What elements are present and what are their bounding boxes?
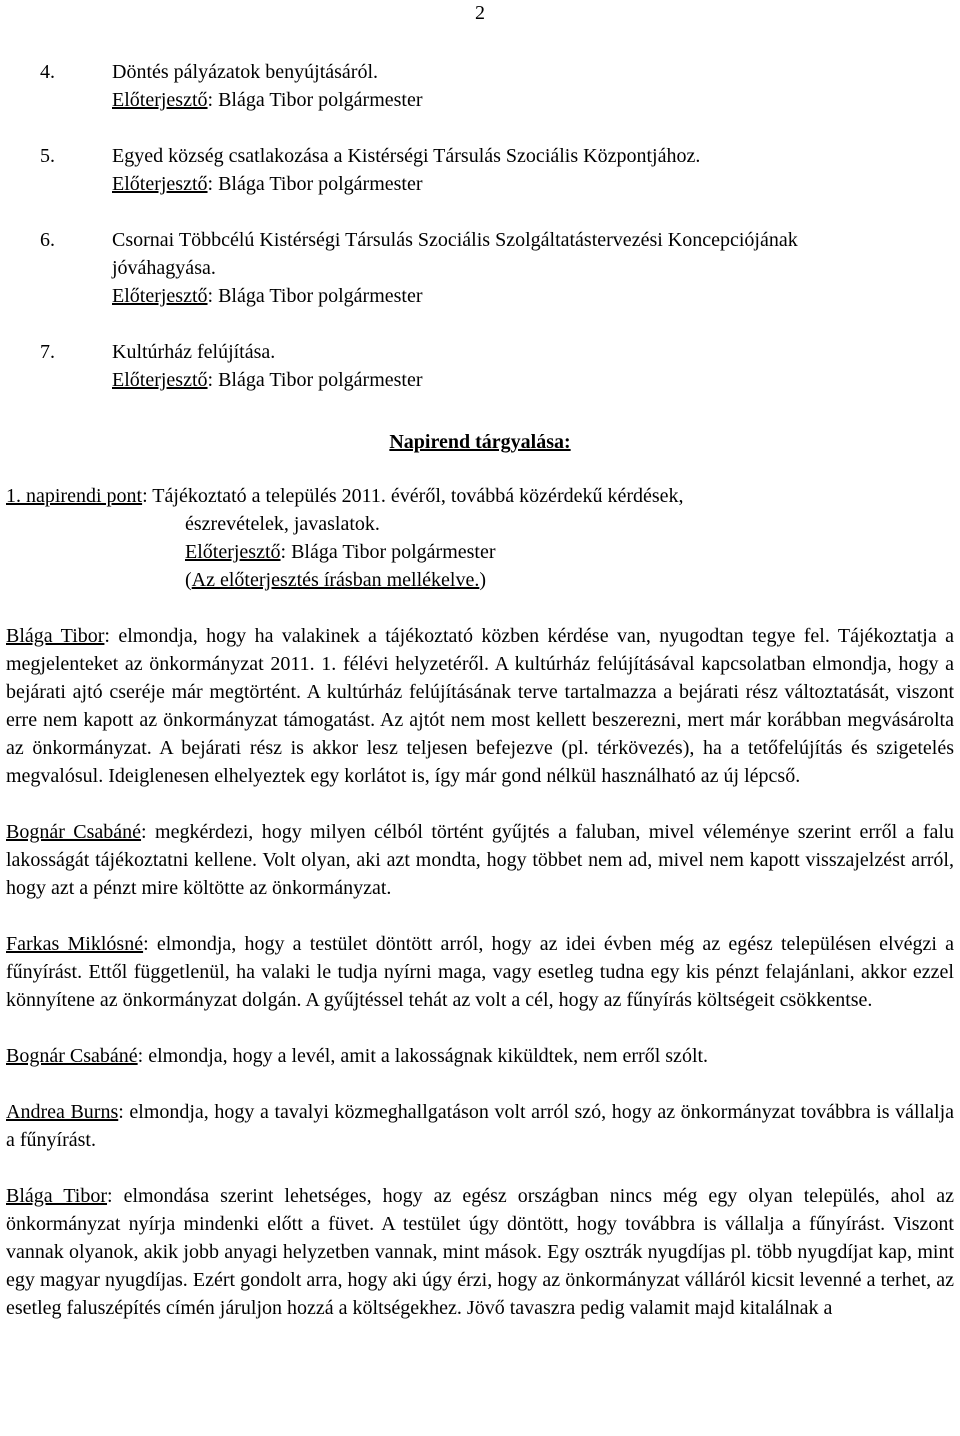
page-number: 2 — [475, 2, 485, 24]
agenda-item-title: Egyed község csatlakozása a Kistérségi Társulás Szociális Központjához. — [112, 145, 701, 167]
presenter-name: : Blága Tibor polgármester — [207, 173, 423, 195]
section-title: Napirend tárgyalása: — [389, 431, 571, 453]
presenter-name: : Blága Tibor polgármester — [207, 285, 423, 307]
agenda-item-presenter — [112, 170, 950, 198]
agenda-item-title: Döntés pályázatok benyújtásáról. — [112, 61, 379, 83]
speaker-text: : elmondja, hogy a levél, amit a lakosságnak kiküldtek, nem erről szólt. — [137, 1045, 709, 1067]
presenter-name: : Blága Tibor polgármester — [207, 89, 423, 111]
agenda-item-title: Csornai Többcélú Kistérségi Társulás Szociális Szolgáltatástervezési Koncepciójának — [112, 229, 798, 251]
speaker-text: : elmondja, hogy a testület döntött arról, hogy az idei évben még az egész településen elvégzi a fűnyírást. Ettől függetlenül, ha valaki le tudja nyírni maga, vagy esetleg tudna egy kis pénzt felajánlani, akkor ezzel könnyítene az önkormányzat dolgán. A gyűjtéssel tehát az volt a cél, hogy az fűnyírás költségeit csökkentse. — [6, 933, 954, 1011]
agenda-item-number: 4. — [40, 61, 55, 83]
speaker-name: Farkas Miklósné — [6, 933, 144, 955]
speaker-paragraph — [6, 622, 954, 790]
presenter-label: Előterjesztő — [112, 285, 208, 307]
speaker-text: : elmondása szerint lehetséges, hogy az egész országban nincs még egy olyan település, ahol az önkormányzat nyírja mindenki előtt a füvet. A testület úgy döntött, hogy továbbra is vállalja a fűnyírást. Viszont vannak olyanok, akik jobb anyagi helyzetben vannak, mint mások. Egy osztrák nyugdíjas pl. több nyugdíjat kap, mint egy magyar nyugdíjas. Ezért gondolt arra, hogy aki úgy érzi, hogy az önkormányzat válláról kicsit levenné a terhet, az esetleg faluszépítés címén járuljon hozzá a költségekhez. Jövő tavaszra pedig valamit majd kitalálnak a — [6, 1185, 954, 1319]
presenter-label: Előterjesztő — [185, 541, 281, 563]
speaker-name: Bognár Csabáné — [6, 821, 142, 843]
agenda-item — [40, 338, 950, 394]
point-text-cont: észrevételek, javaslatok. — [185, 513, 380, 535]
speaker-name: Andrea Burns — [6, 1101, 119, 1123]
speaker-text: : elmondja, hogy a tavalyi közmeghallgatáson volt arról szó, hogy az önkormányzat továbbra is vállalja a fűnyírást. — [6, 1101, 955, 1151]
point-label: 1. napirendi pont — [6, 485, 143, 507]
agenda-item-presenter — [112, 282, 950, 310]
speaker-paragraph — [6, 818, 954, 902]
agenda-list — [40, 58, 950, 422]
presenter-label: Előterjesztő — [112, 89, 208, 111]
agenda-item-presenter — [112, 86, 950, 114]
point-note — [6, 566, 946, 594]
agenda-item-title-cont: jóváhagyása. — [112, 257, 216, 279]
speaker-paragraph — [6, 1182, 954, 1322]
point-heading — [6, 482, 946, 510]
agenda-item-title: Kultúrház felújítása. — [112, 341, 276, 363]
speaker-paragraph — [6, 1098, 954, 1154]
point-text: : Tájékoztató a település 2011. évéről, továbbá közérdekű kérdések, — [142, 485, 684, 507]
point-presenter — [6, 538, 946, 566]
speaker-name: Blága Tibor — [6, 1185, 108, 1207]
agenda-point — [6, 482, 946, 594]
agenda-item-presenter — [112, 366, 950, 394]
presenter-name: : Blága Tibor polgármester — [280, 541, 496, 563]
agenda-item — [40, 142, 950, 198]
speaker-name: Blága Tibor — [6, 625, 105, 647]
presenter-label: Előterjesztő — [112, 173, 208, 195]
note-text: Az előterjesztés írásban mellékelve. — [191, 569, 480, 591]
note-paren-open: ( — [185, 569, 192, 591]
speaker-text: : elmondja, hogy ha valakinek a tájékoztató közben kérdése van, nyugodtan tegye fel. Tájékoztatja a megjelenteket az önkormányzat 2011. 1. félévi helyzetéről. A kultúrház felújításával kapcsolatban elmondja, hogy a bejárati ajtó cseréje már megtörtént. A kultúrház felújításának terve tartalmazza a bejárati rész változtatását, viszont erre nem kapott az önkormányzat támogatást. Az ajtót nem most kellett beszerezni, mert már korábban megvásárolta az önkormányzat. A bejárati rész is akkor lesz teljesen befejezve (pl. térkövezés), ha a tetőfelújítás és szigetelés megvalósul. Ideiglenesen elhelyeztek egy korlátot is, így már gond nélkül használható az új lépcső. — [6, 625, 954, 787]
presenter-name: : Blága Tibor polgármester — [207, 369, 423, 391]
speaker-text: : megkérdezi, hogy milyen célból történt gyűjtés a faluban, mivel véleménye szerint erről a falu lakosságát tájékoztatni kellene. Volt olyan, aki azt mondta, hogy többet nem ad, mivel nem kapott visszajelzést arról, hogy azt a pénzt mire költötte az önkormányzat. — [6, 821, 954, 899]
presenter-label: Előterjesztő — [112, 369, 208, 391]
note-paren-close: ) — [479, 569, 486, 591]
agenda-item — [40, 226, 950, 310]
agenda-item-number: 7. — [40, 341, 55, 363]
speaker-paragraph — [6, 930, 954, 1014]
agenda-item-number: 5. — [40, 145, 55, 167]
minutes-body — [6, 622, 954, 1350]
speaker-name: Bognár Csabáné — [6, 1045, 138, 1067]
speaker-paragraph — [6, 1042, 954, 1070]
agenda-item — [40, 58, 950, 114]
agenda-item-number: 6. — [40, 229, 55, 251]
